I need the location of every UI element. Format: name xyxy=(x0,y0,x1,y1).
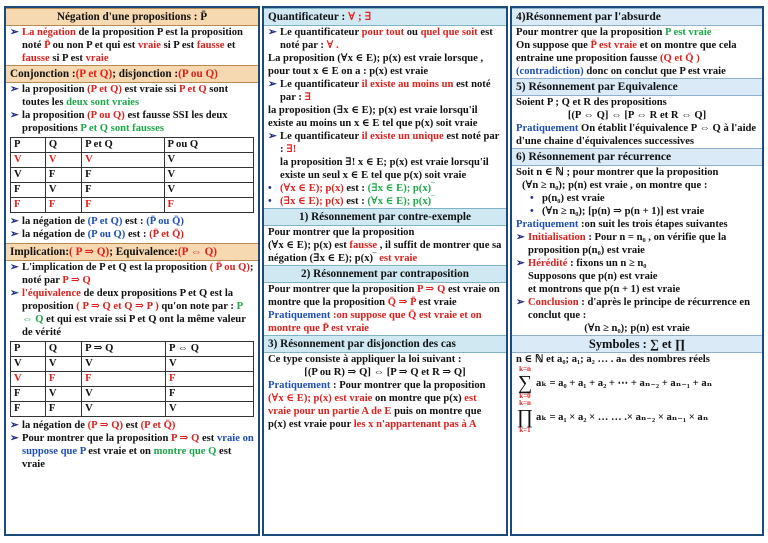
text-contraposition-pratique: Pratiquement :on suppose que Q̄ est vraie et on montre que P̄ est vraie xyxy=(268,310,482,334)
table-cell: V xyxy=(82,153,164,168)
product-upper-bound: k=n xyxy=(519,399,531,407)
bullet-recurrence-heredite: • (∀n ≥ n₀); [p(n) ⇒ p(n + 1)] est vraie xyxy=(530,206,705,217)
arrow-bullet-icon: ➢ xyxy=(516,258,525,269)
product-expression: aₖ = a₁ × a₂ × … … .× aₙ₋₂ × aₙ₋₁ × aₙ xyxy=(536,412,709,423)
text-il-existe: la proposition (∃x ∈ E); p(x) est vraie lorsqu'il existe au moins un x ∈ E tel que p(x) soit vraie xyxy=(268,105,478,129)
table-cell: V xyxy=(45,153,81,168)
bullet-conjonction: ➢ la proposition (P et Q) est vraie ssi P et Q sont toutes les deux sont vraies xyxy=(10,84,229,108)
section-title-recurrence: 6) Résonnement par récurrence xyxy=(512,148,762,166)
formula-equivalence: [(P ⇔ Q] ⇔ [P ⇔ R et R ⇔ Q] xyxy=(567,110,707,121)
section-title-disjonction-cas: 3) Résonnement par disjonction des cas xyxy=(264,335,506,353)
bullet-conclusion: ➢ Conclusion : d'après le principe de récurrence en conclut que : xyxy=(516,297,750,321)
sum-symbol: ∑ xyxy=(517,372,533,394)
section-title-implication: Implication:( P ⇒ Q); Equivalence:(P ⇔ Q) xyxy=(6,243,258,261)
dot-bullet-icon: • xyxy=(530,193,534,204)
arrow-bullet-icon: ➢ xyxy=(268,79,277,90)
sum-lower-bound: k=0 xyxy=(519,392,531,400)
arrow-bullet-icon: ➢ xyxy=(516,232,525,243)
text-contre-exemple: Pour montrer que la proposition (∀x ∈ E); p(x) est fausse , il suffit de montrer que sa négation (∃x ∈ E); p(x)‾ est vraie xyxy=(268,227,502,264)
table-cell: V xyxy=(82,387,166,402)
formula-somme xyxy=(512,366,762,400)
table-header: Q xyxy=(45,138,81,153)
section-title-absurde: 4)Résonnement par l'absurde xyxy=(512,8,762,26)
table-cell: V xyxy=(11,372,46,387)
text-symboles: n ∈ ℕ et a₀; a₁; a₂ … . aₙ des nombres réels xyxy=(516,354,710,365)
bullet-recurrence-init: • p(n₀) est vraie xyxy=(530,193,605,204)
arrow-bullet-icon: ➢ xyxy=(10,229,19,240)
table-cell: F xyxy=(165,372,253,387)
bullet-neg-ou: ➢ la négation de (P ou Q) est : (P̄ et Q̄) xyxy=(10,229,184,240)
table-cell: V xyxy=(164,183,254,198)
arrow-bullet-icon: ➢ xyxy=(10,420,19,431)
table-header: P ⇒ Q xyxy=(82,342,166,357)
arrow-bullet-icon: ➢ xyxy=(10,288,19,299)
bullet-implication: ➢ L'implication de P et Q est la proposition ( P̄ ou Q); noté par P ⇒ Q xyxy=(10,262,254,286)
text-recurrence-statement: (∀n ≥ n₀); p(n) est vraie , on montre que : xyxy=(522,180,708,191)
arrow-bullet-icon: ➢ xyxy=(268,131,277,142)
text-recurrence-pratique: Pratiquement :on suit les trois étapes suivantes xyxy=(516,219,728,230)
arrow-bullet-icon: ➢ xyxy=(268,27,277,38)
section-title-symboles: Symboles : ∑ et ∏ xyxy=(512,335,762,353)
table-cell: F xyxy=(82,198,164,213)
truth-table-et-ou xyxy=(10,137,254,213)
table-cell: F xyxy=(164,198,254,213)
dot-bullet-icon: • xyxy=(268,196,272,207)
table-cell: F xyxy=(45,168,81,183)
bullet-equivalence: ➢ l'équivalence de deux propositions P et Q est la proposition ( P ⇒ Q et Q ⇒ P ) qu'on note par : P ⇔ Q et qui est vraie ssi P et Q ont la même valeur de vérité xyxy=(10,288,246,338)
table-cell: F xyxy=(11,402,46,417)
column-logic xyxy=(4,6,260,536)
section-title-contre-exemple: 1) Résonnement par contre-exemple xyxy=(264,208,506,226)
column-quantificateurs xyxy=(262,6,508,536)
dot-bullet-icon: • xyxy=(530,206,534,217)
bullet-pour-tout: ➢ Le quantificateur pour tout ou quel que soit est noté par : ∀ . xyxy=(268,27,493,51)
sum-expression: aₖ = a₀ + a₁ + a₂ + ⋯ + aₙ₋₂ + aₙ₋₁ + aₙ xyxy=(536,378,713,389)
table-cell: F xyxy=(165,387,253,402)
arrow-bullet-icon: ➢ xyxy=(516,297,525,308)
formula-recurrence-conclusion: (∀n ≥ n₀); p(n) est vraie xyxy=(584,323,690,334)
arrow-bullet-icon: ➢ xyxy=(10,110,19,121)
table-header: Q xyxy=(45,342,81,357)
arrow-bullet-icon: ➢ xyxy=(10,216,19,227)
text-contraposition: Pour montrer que la proposition P ⇒ Q est vraie on montre que la proposition Q̄ ⇒ P̄ est vraie xyxy=(268,284,500,308)
table-cell: F xyxy=(11,183,46,198)
table-cell: V xyxy=(45,387,81,402)
table-cell: V xyxy=(165,357,253,372)
arrow-bullet-icon: ➢ xyxy=(10,433,19,444)
section-title-negation: Négation d'une propositions : P̄ xyxy=(6,8,258,26)
text-equivalence-pratique: Pratiquement On établit l'équivalence P ⇔ Q à l'aide d'une chaine d'équivalences successives xyxy=(516,123,757,147)
text-equivalence: Soient P ; Q et R des propositions xyxy=(516,97,667,108)
bullet-il-existe-unique: ➢ Le quantificateur il existe un unique est noté par : ∃! la proposition ∃! x ∈ E; p(x) est vraie lorsqu'il existe un seul x ∈ E tel que p(x) soit vraie xyxy=(268,131,500,181)
table-cell: F xyxy=(82,183,164,198)
text-absurde: Pour montrer que la proposition P est vraie On suppose que P̄ est vraie et on montre que cela entraine une proposition fausse (Q et Q̄ ) (contradiction) donc on conclut que P est vraie xyxy=(516,27,737,77)
table-header: P et Q xyxy=(82,138,164,153)
table-cell: V xyxy=(11,168,46,183)
bullet-neg-implication: ➢ la négation de (P ⇒ Q) est (P et Q̄) xyxy=(10,420,176,431)
table-cell: F xyxy=(45,198,81,213)
section-title-contraposition: 2) Résonnement par contraposition xyxy=(264,265,506,283)
bullet-il-existe: ➢ Le quantificateur il existe au moins un est noté par : ∃ xyxy=(268,79,491,103)
text-disjonction-cas: Ce type consiste à appliquer la loi suivant : xyxy=(268,354,462,365)
table-cell: V xyxy=(82,357,166,372)
bullet-neg-pour-tout: • (∀x ∈ E); p(x) est : (∃x ∈ E); p(x)‾ xyxy=(268,183,435,194)
arrow-bullet-icon: ➢ xyxy=(10,262,19,273)
formula-disjonction-cas: [(P ou R) ⇒ Q] ⇔ [P ⇒ Q et R ⇒ Q] xyxy=(304,367,466,378)
table-header: P ou Q xyxy=(164,138,254,153)
table-header: P xyxy=(11,342,46,357)
table-cell: V xyxy=(164,153,254,168)
table-cell: V xyxy=(164,168,254,183)
bullet-neg-et: ➢ la négation de (P et Q) est : (P̄ ou Q̄) xyxy=(10,216,184,227)
table-cell: V xyxy=(11,357,46,372)
table-header: P ⇔ Q xyxy=(165,342,253,357)
column-raisonnements xyxy=(510,6,764,536)
table-cell: V xyxy=(11,153,46,168)
bullet-pour-montrer: ➢ Pour montrer que la proposition P ⇒ Q est vraie on suppose que P est vraie et on montre que Q est vraie xyxy=(10,433,254,470)
bullet-heredite: ➢ Hérédité : fixons un n ≥ n₀ Supposons que p(n) est vraie et montrons que p(n + 1) est vraie xyxy=(516,258,681,295)
arrow-bullet-icon: ➢ xyxy=(10,27,19,38)
table-cell: F xyxy=(45,372,81,387)
text-pour-tout: La proposition (∀x ∈ E); p(x) est vraie lorsque , pour tout x ∈ E on a : p(x) est vraie xyxy=(268,53,484,77)
table-cell: V xyxy=(82,402,166,417)
table-cell: V xyxy=(165,402,253,417)
text-recurrence: Soit n ∈ ℕ ; pour montrer que la proposition xyxy=(516,167,719,178)
bullet-disjonction: ➢ la proposition (P ou Q) est fausse SSI les deux propositions P et Q sont fausses xyxy=(10,110,228,134)
dot-bullet-icon: • xyxy=(268,183,272,194)
text-disjonction-pratique: Pratiquement : Pour montrer que la proposition (∀x ∈ E); p(x) est vraie on montre que p(x) est vraie pour un partie A de E puis on montre que p(x) est vraie pour les x n'appartenant pas à A xyxy=(268,380,486,430)
section-title-conjonction: Conjonction :(P et Q); disjonction :(P ou Q) xyxy=(6,65,258,83)
bullet-negation-def: ➢ La négation de la proposition P est la proposition noté P̄ ou non P et qui est vraie si P est fausse et fausse si P est vraie xyxy=(10,27,243,64)
product-lower-bound: k=1 xyxy=(519,426,531,434)
table-cell: F xyxy=(11,198,46,213)
arrow-bullet-icon: ➢ xyxy=(10,84,19,95)
sum-upper-bound: k=n xyxy=(519,365,531,373)
table-cell: F xyxy=(82,168,164,183)
table-cell: F xyxy=(82,372,166,387)
section-title-equivalence: 5) Résonnement par Equivalence xyxy=(512,78,762,96)
table-header: P xyxy=(11,138,46,153)
bullet-neg-il-existe: • (∃x ∈ E); p(x) est : (∀x ∈ E); p(x)‾ xyxy=(268,196,435,207)
section-title-quantificateur: Quantificateur : ∀ ; ∃ xyxy=(264,8,506,26)
table-cell: V xyxy=(45,183,81,198)
product-symbol: ∏ xyxy=(516,406,534,428)
table-cell: F xyxy=(11,387,46,402)
truth-table-implication xyxy=(10,341,254,417)
table-cell: F xyxy=(45,402,81,417)
table-cell: V xyxy=(45,357,81,372)
bullet-initialisation: ➢ Initialisation : Pour n = n₀ , on vérifie que la proposition p(n₀) est vraie xyxy=(516,232,727,256)
formula-produit xyxy=(512,400,762,434)
